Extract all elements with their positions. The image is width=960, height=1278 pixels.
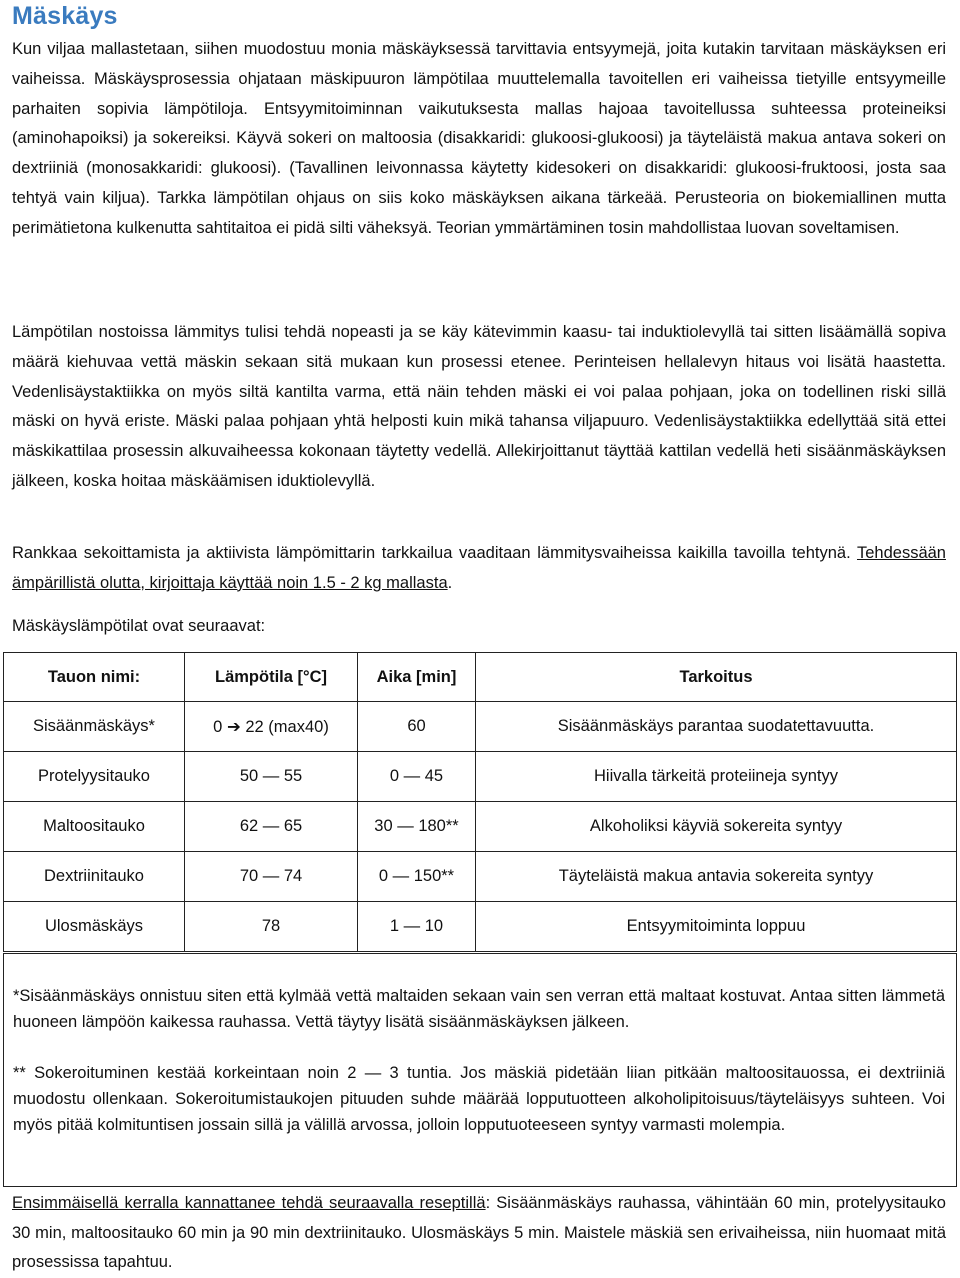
time-cell: 1 — 10 — [358, 902, 476, 952]
table-row — [4, 852, 957, 902]
temperature-cell — [185, 702, 358, 752]
header-rest-name: Tauon nimi: — [4, 653, 185, 702]
page-title: Mäskäys — [12, 2, 118, 30]
table-header-row — [4, 653, 957, 702]
header-time: Aika [min] — [358, 653, 476, 702]
time-cell: 0 — 45 — [358, 752, 476, 802]
table-row — [4, 752, 957, 802]
header-temperature: Lämpötila [°C] — [185, 653, 358, 702]
stirring-underlined-text: Tehdessään ämpärillistä olutta, kirjoittaja käyttää noin 1.5 - 2 kg mallasta — [12, 544, 946, 592]
heating-paragraph: Lämpötilan nostoissa lämmitys tulisi tehdä nopeasti ja se käy kätevimmin kaasu- tai induktiolevyllä tai sitten lisäämällä sopiva määrä kiehuvaa vettä mäskin sekaan sitä mukaan kun prosessi etenee. Perinteisen hellalevyn hitaus voi lisätä haastetta. Vedenlisäystaktiikka on myös siltä kantilta varma, että näin tehden mäski ei voi palaa pohjaan, joka on todellinen riski sillä mäski on hyvä eriste. Mäski palaa pohjaan yhtä helposti kuin mikä tahansa viljapuuro. Vedenlisäystaktiikka edellyttää sitä ettei mäskikattilaa prosessin alkuvaiheessa kokonaan täytetty vedellä. Allekirjoittanut täyttää kattilan vedellä heti sisäänmäskäyksen jälkeen, koska hoitaa mäskäämisen iduktiolevyllä. — [12, 323, 946, 490]
temperature-cell: 62 — 65 — [185, 802, 358, 852]
footnote-double-star: ** Sokeroituminen kestää korkeintaan noin 2 — 3 tuntia. Jos mäskiä pidetään liian pitkään maltoositauossa, ei dextriiniä muodostu ollenkaan. Sokeroitumistaukojen pituuden suhde määrää lopputuotteen alkoholipitoisuus/täyteläisyys suhteen. Voi myös pitää kolmituntisen jossain sillä ja välillä arvossa, jolloin lopputuoteeseen syntyy varmasti molempia. — [13, 1064, 945, 1134]
purpose-cell: Hiivalla tärkeitä proteiineja syntyy — [476, 752, 957, 802]
purpose-cell: Täyteläistä makua antavia sokereita syntyy — [476, 852, 957, 902]
temp-to: 22 (max40) — [245, 717, 329, 736]
stirring-paragraph — [12, 539, 946, 599]
header-purpose: Tarkoitus — [476, 653, 957, 702]
time-cell: 30 — 180** — [358, 802, 476, 852]
mash-temperature-table — [3, 652, 957, 952]
table-row — [4, 702, 957, 752]
temperature-cell: 70 — 74 — [185, 852, 358, 902]
temp-from: 0 — [213, 717, 223, 736]
time-cell: 0 — 150** — [358, 852, 476, 902]
purpose-cell: Alkoholiksi käyviä sokereita syntyy — [476, 802, 957, 852]
temperatures-intro: Mäskäyslämpötilat ovat seuraavat: — [12, 617, 266, 635]
rest-name-cell: Protelyysitauko — [4, 752, 185, 802]
rest-name-cell: Ulosmäskäys — [4, 902, 185, 952]
temperature-cell: 50 — 55 — [185, 752, 358, 802]
recipe-underlined-text: Ensimmäisellä kerralla kannattanee tehdä seuraavalla reseptillä — [12, 1194, 486, 1212]
footnote-single-star: *Sisäänmäskäys onnistuu siten että kylmää vettä maltaiden sekaan vain sen verran että maltaat kostuvat. Antaa sitten lämmetä huoneen lämpöön kaikessa rauhassa. Vettä täytyy lisätä sisäänmäskäyksen jälkeen. — [13, 987, 945, 1031]
stirring-end: . — [447, 573, 453, 592]
purpose-cell: Entsyymitoiminta loppuu — [476, 902, 957, 952]
table-row — [4, 902, 957, 952]
rest-name-cell: Sisäänmäskäys* — [4, 702, 185, 752]
footnotes-box — [3, 953, 957, 1187]
time-cell: 60 — [358, 702, 476, 752]
table-row — [4, 802, 957, 852]
recipe-paragraph — [12, 1189, 946, 1278]
intro-paragraph: Kun viljaa mallastetaan, siihen muodostuu monia mäskäyksessä tarvittavia entsyymejä, joita kutakin tarvitaan mäskäyksen eri vaiheissa. Mäskäysprosessia ohjataan mäskipuuron lämpötilaa muuttelemalla tavoitellen eri vaiheissa tietyille entsyymeille parhaiten sopivia lämpötiloja. Entsyymitoiminnan vaikutuksesta mallas hajoaa tavoitellussa suhteessa proteineiksi (aminohapoiksi) ja sokereiksi. Käyvä sokeri on maltoosia (disakkaridi: glukoosi-glukoosi) ja täyteläistä makua antava sokeri on dextriiniä (monosakkaridi: glukoosi). (Tavallinen leivonnassa käytetty kidesokeri on disakkaridi: glukoosi-fruktoosi, josta saa tehtyä vain kiljua). Tarkka lämpötilan ohjaus on siis koko mäskäyksen aikana tärkeää. Perusteoria on biokemiallinen mutta perimätietona kulkenutta sahtitaitoa ei pidä silti väheksyä. Teorian ymmärtäminen tosin mahdollistaa luovan soveltamisen. — [12, 40, 946, 237]
recipe-text: : Sisäänmäskäys rauhassa, vähintään 60 min, protelyysitauko 30 min, maltoositauko 60 min ja 90 min dextriinitauko. Ulosmäskäys 5 min. Maistele mäskiä sen erivaiheissa, niin huomaat mitä prosessissa tapahtuu. — [12, 1194, 946, 1271]
rest-name-cell: Maltoositauko — [4, 802, 185, 852]
temperature-cell: 78 — [185, 902, 358, 952]
purpose-cell: Sisäänmäskäys parantaa suodatettavuutta. — [476, 702, 957, 752]
arrow-right-icon: ➔ — [226, 717, 241, 736]
rest-name-cell: Dextriinitauko — [4, 852, 185, 902]
stirring-text: Rankkaa sekoittamista ja aktiivista lämpömittarin tarkkailua vaaditaan lämmitysvaiheissa kaikilla tavoilla tehtynä. — [12, 544, 857, 562]
